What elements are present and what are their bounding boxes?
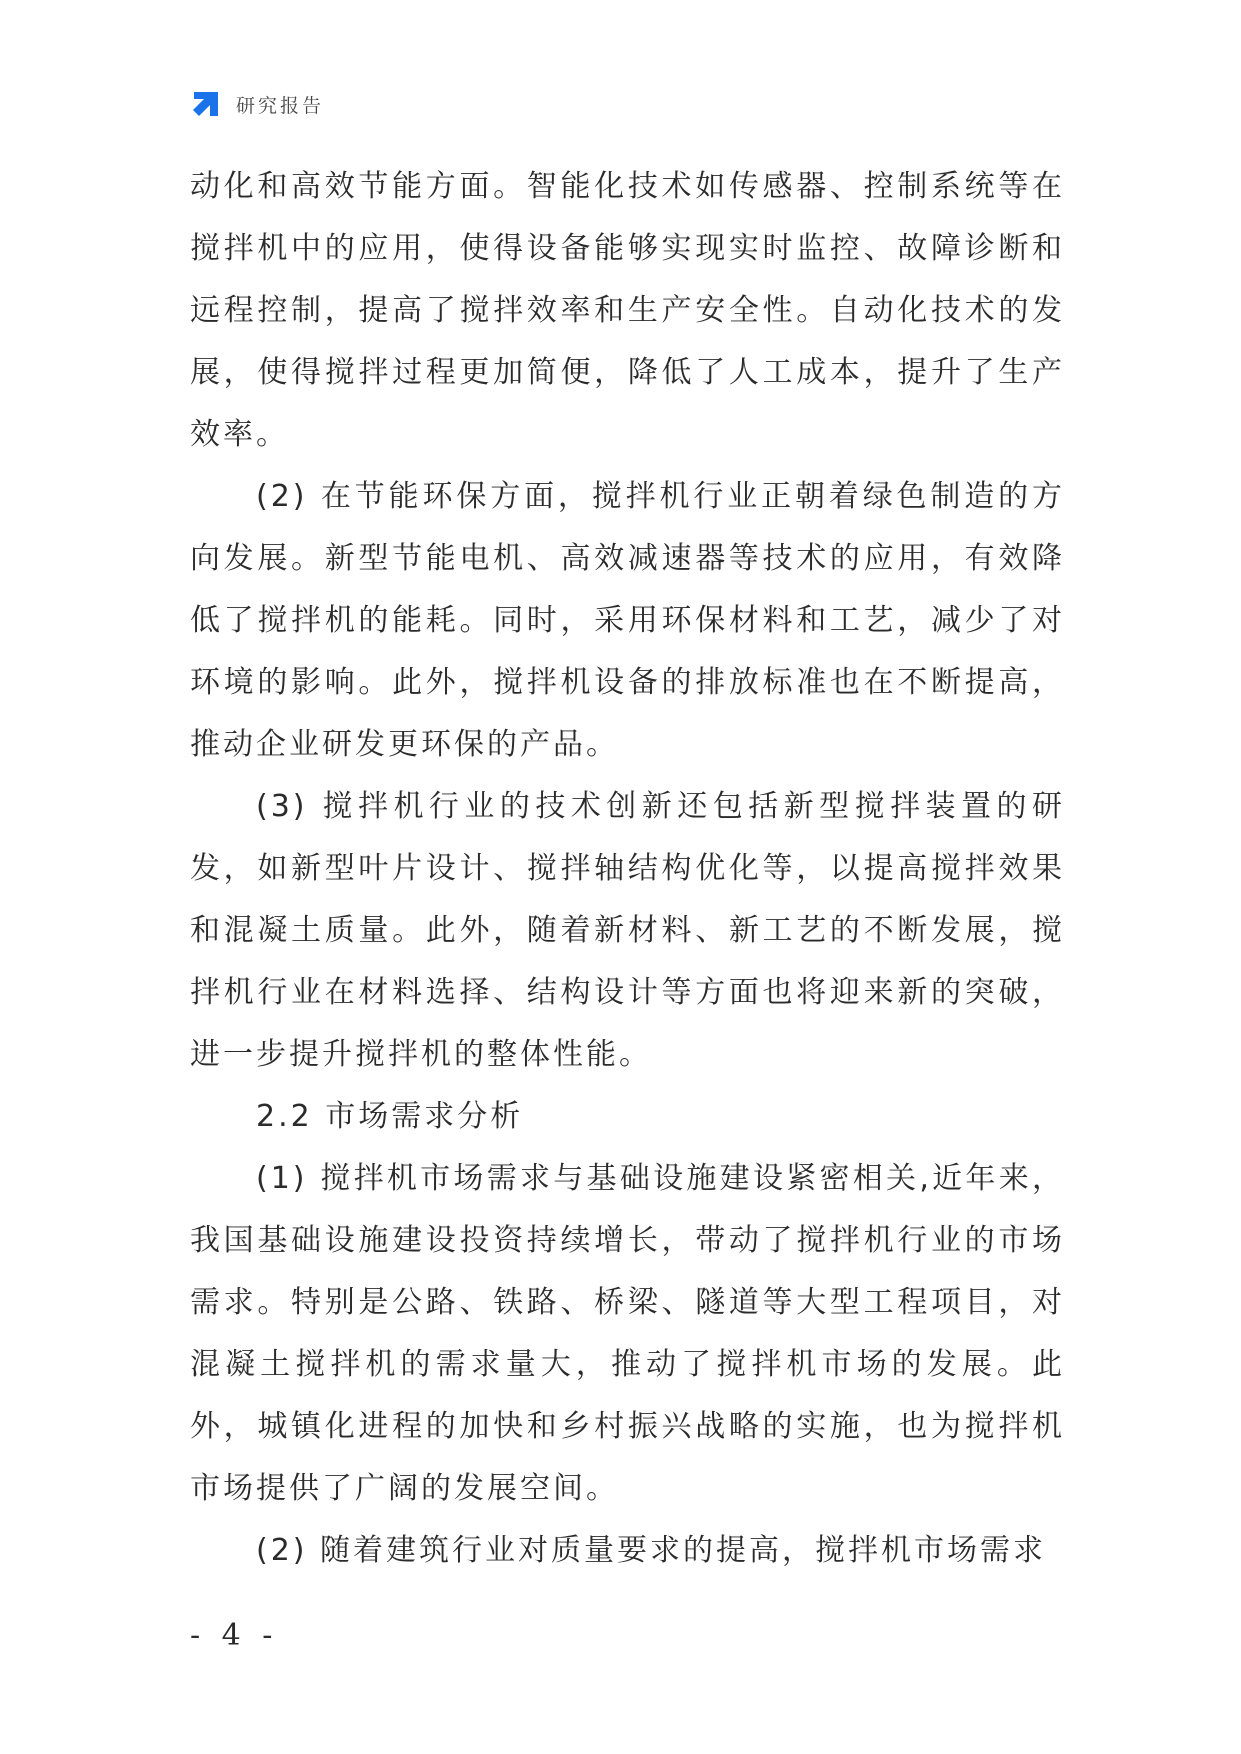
header-title: 研究报告 [236,94,325,117]
page-header [190,88,324,120]
paragraph-continued: 动化和高效节能方面。智能化技术如传感器、控制系统等在搅拌机中的应用，使得设备能够实现实时监控、故障诊断和远程控制，提高了搅拌效率和生产安全性。自动化技术的发展，使得搅拌过程更加简便，降低了人工成本，提升了生产效率。 [190,169,1065,452]
paragraph-market-2: (2) 随着建筑行业对质量要求的提高，搅拌机市场需求 [256,1533,1047,1568]
document-body [190,156,1065,1582]
page-number: - 4 - [190,1618,279,1653]
paragraph-market-1: (1) 搅拌机市场需求与基础设施建设紧密相关,近年来，我国基础设施建设投资持续增长，带动了搅拌机行业的市场需求。特别是公路、铁路、桥梁、隧道等大型工程项目，对混凝土搅拌机的需求量大，推动了搅拌机市场的发展。此外，城镇化进程的加快和乡村振兴战略的实施，也为搅拌机市场提供了广阔的发展空间。 [190,1161,1065,1506]
section-heading: 2.2 市场需求分析 [256,1099,524,1134]
paragraph-3: (3) 搅拌机行业的技术创新还包括新型搅拌装置的研发，如新型叶片设计、搅拌轴结构优化等，以提高搅拌效果和混凝土质量。此外，随着新材料、新工艺的不断发展，搅拌机行业在材料选择、结构设计等方面也将迎来新的突破，进一步提升搅拌机的整体性能。 [190,789,1065,1072]
paragraph-2: (2) 在节能环保方面，搅拌机行业正朝着绿色制造的方向发展。新型节能电机、高效减速器等技术的应用，有效降低了搅拌机的能耗。同时，采用环保材料和工艺，减少了对环境的影响。此外，搅拌机设备的排放标准也在不断提高，推动企业研发更环保的产品。 [190,479,1065,762]
arrow-logo-icon [190,88,222,120]
